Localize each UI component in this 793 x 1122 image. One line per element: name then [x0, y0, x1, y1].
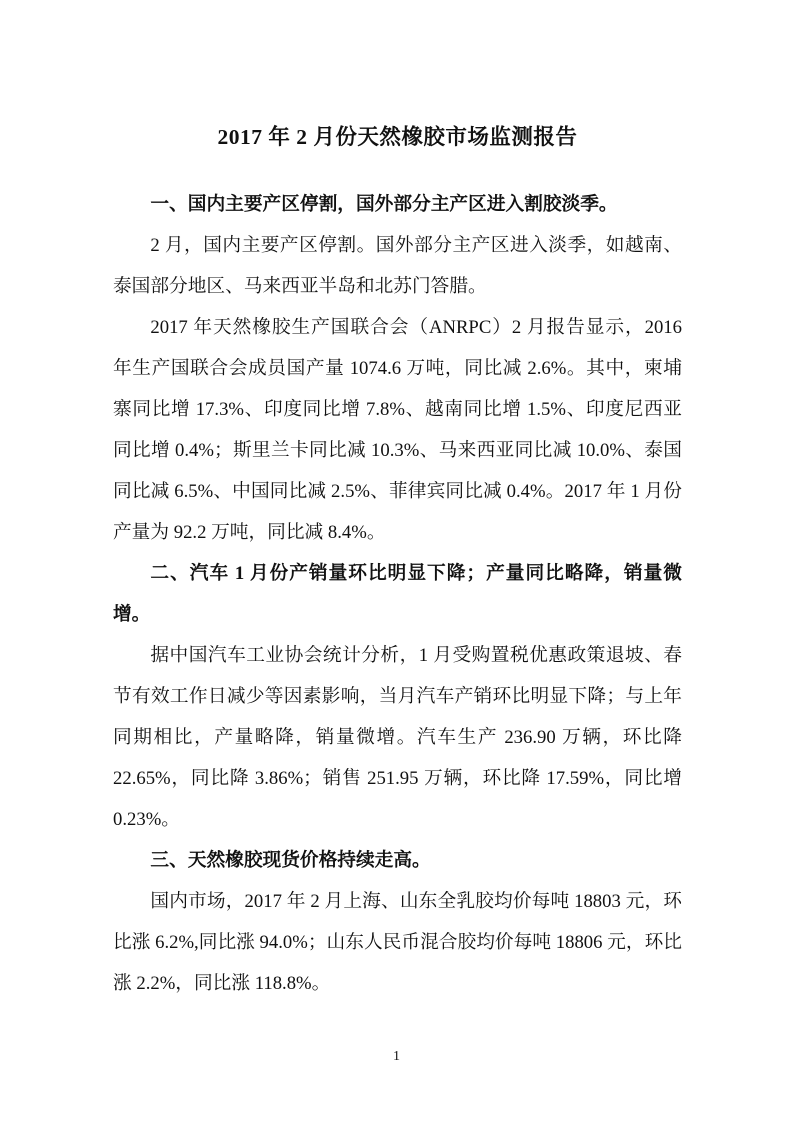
section-spot-price [113, 840, 682, 1004]
section-heading-2: 二、汽车 1 月份产销量环比明显下降；产量同比略降，销量微增。 [113, 563, 682, 625]
document-title: 2017 年 2 月份天然橡胶市场监测报告 [217, 125, 578, 149]
document-body [113, 116, 682, 1004]
paragraph-domestic-price: 国内市场，2017 年 2 月上海、山东全乳胶均价每吨 18803 元，环比涨 6.2%,同比涨 94.0%；山东人民币混合胶均价每吨 18806 元，环比涨 2.2%，同比涨 118.8%。 [113, 891, 682, 994]
section-auto-market [113, 553, 682, 840]
section-domestic-production [113, 184, 682, 553]
page-number: 1 [393, 1049, 400, 1064]
section-heading-1: 一、国内主要产区停割，国外部分主产区进入割胶淡季。 [150, 194, 618, 215]
paragraph-auto-statistics: 据中国汽车工业协会统计分析，1 月受购置税优惠政策退坡、春节有效工作日减少等因素影响，当月汽车产销环比明显下降；与上年同期相比，产量略降，销量微增。汽车生产 236.90 万辆，环比降 22.65%，同比降 3.86%；销售 251.95 万辆，环比降 17.59%，同比增 0.23%。 [113, 645, 682, 830]
section-heading-3: 三、天然橡胶现货价格持续走高。 [150, 850, 431, 871]
page-footer [0, 1048, 793, 1066]
paragraph-anrpc-report: 2017 年天然橡胶生产国联合会（ANRPC）2 月报告显示，2016 年生产国联合会成员国产量 1074.6 万吨，同比减 2.6%。其中，柬埔寨同比增 17.3%、印度同比增 7.8%、越南同比增 1.5%、印度尼西亚同比增 0.4%；斯里兰卡同比减 10.3%、马来西亚同比减 10.0%、泰国同比减 6.5%、中国同比减 2.5%、菲律宾同比减 0.4%。2017 年 1 月份产量为 92.2 万吨，同比减 8.4%。 [113, 317, 682, 543]
paragraph-production-halt: 2 月，国内主要产区停割。国外部分主产区进入淡季，如越南、泰国部分地区、马来西亚半岛和北苏门答腊。 [113, 235, 682, 297]
